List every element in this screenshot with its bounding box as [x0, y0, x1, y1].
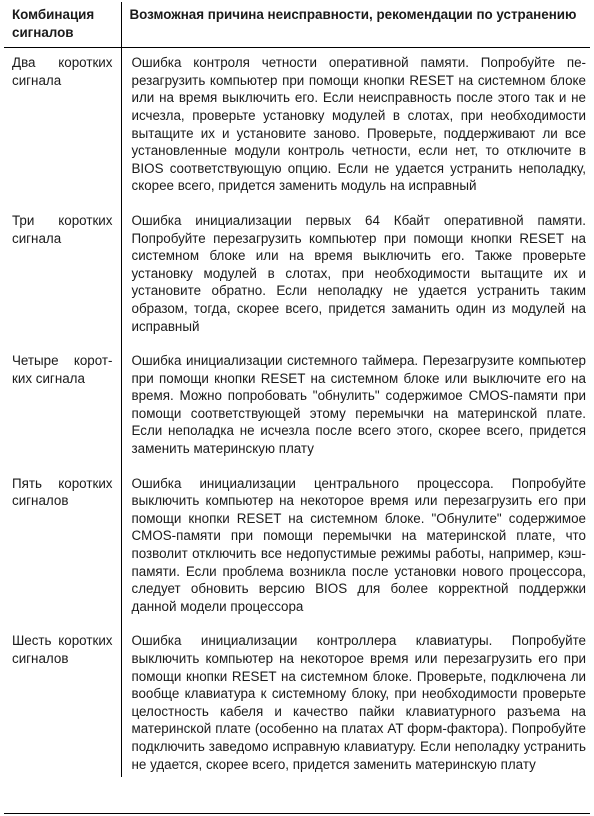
beep-codes-table [4, 2, 590, 777]
table-header [4, 2, 590, 48]
signal-combination: Два коротких сигнала [4, 48, 121, 203]
signal-combination: Три коротких сигнала [4, 203, 121, 343]
cause-description: Ошибка инициализации контроллера клавиатуры. Попробуйте выключить компьютер на некоторое время или перезагрузить его при помощи кнопки RESET на системном блоке. Проверьте, подключена ли вообще клавиатура к системному блоку, при необходимости проверьте целостность кабеля и качество пайки клавиатурного разъема на материнской плате (особенно на платах AT форм-фактора). Попробуйте подключить заведомо исправную клавиатуру. Если неполадку устранить не удается, скорее всего, придется заменить материнскую плату [131, 633, 586, 772]
signal-combination: Шесть коротких сигналов [4, 623, 121, 777]
signal-combination: Пять коротких сигналов [4, 466, 121, 624]
cause-description: Ошибка контроля четности оперативной памяти. Попробуйте перезагрузить компьютер при помощи кнопки RESET на системном блоке или на время выключить его. Если неисправность после этого так и не исчезла, проверьте установку модулей в слотах, при необходимости вытащите их и установите заново. Проверьте, поддерживают ли все установленные модули контроль четности, если нет, то отключите в BIOS соответствующую опцию. Если не удается устранить неполадку, скорее всего, придется заменить модуль на исправный [131, 55, 586, 194]
cause-description: Ошибка инициализации первых 64 Кбайт оперативной памяти. Попробуйте перезагрузить компьютер при помощи кнопки RESET на системном блоке или на время выключить его. Также проверьте установку модулей в слотах, при необходимости вытащите их и установите обратно. Если неполадку не удается устранить таким образом, тогда, скорее всего, придется заманить один из модулей на исправный [131, 212, 586, 334]
signal-combination: Четыре коротких сигнала [4, 343, 121, 466]
header-combination: Комбинация сигналов [4, 2, 121, 48]
cause-description: Ошибка инициализации центрального процессора. Попробуйте выключить компьютер на некоторое время или перезагрузить его при помощи кнопки RESET на системном блоке. "Обнулите" содержимое CMOS-памяти при помощи перемычки на материнской плате, что позволит отключить все недопустимые режимы работы, например, кэш-памяти. Если проблема возникла после установки нового процессора, следует обновить версию BIOS для более корректной поддержки данной модели процессора [131, 475, 586, 614]
table-row [4, 203, 590, 343]
cause-description: Ошибка инициализации системного таймера. Перезагрузите компьютер при помощи кнопки RESET на системном блоке или выключите его на время. Можно попробовать "обнулить" содержимое CMOS-памяти при помощи соответствующей этому перемычки на материнской плате. Если неполадка не исчезла после всего этого, скорее всего, придется заменить материнскую плату [131, 353, 586, 457]
table-bottom-rule [4, 813, 590, 814]
table-row [4, 623, 590, 777]
table-row [4, 343, 590, 466]
header-cause: Возможная причина неисправности, рекомендации по устранению [129, 7, 577, 22]
table-body [4, 48, 590, 777]
table-row [4, 466, 590, 624]
header-row [4, 2, 590, 48]
table-row [4, 48, 590, 203]
